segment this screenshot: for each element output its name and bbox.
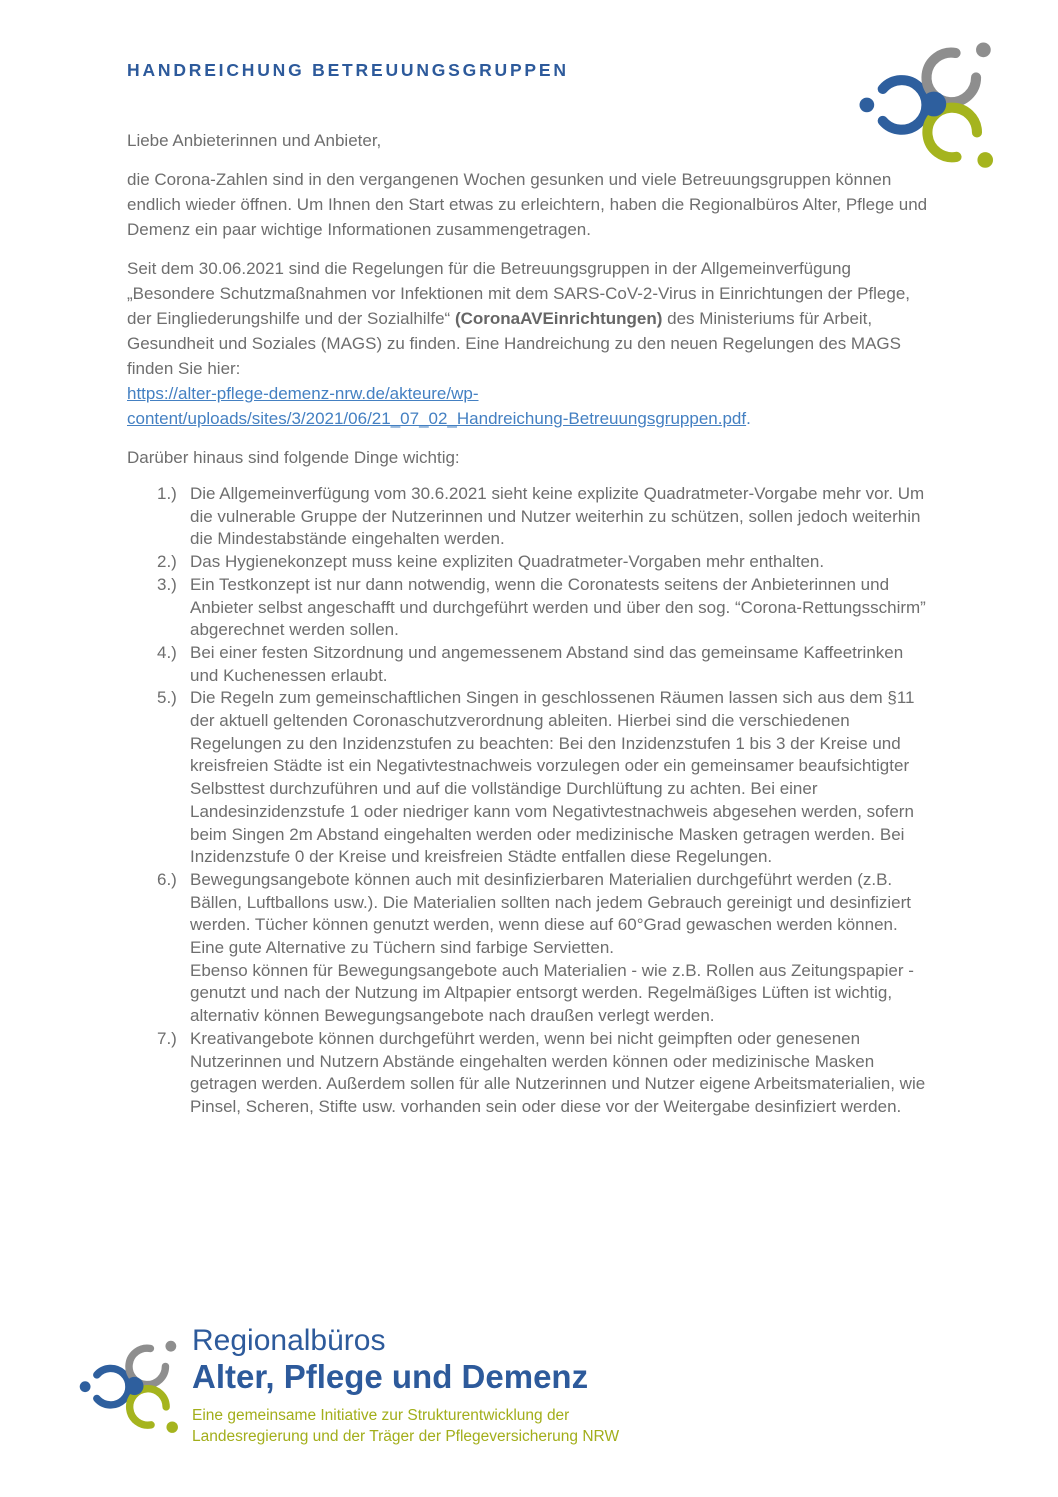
apd-pinwheel-logo-footer-icon [75,1322,183,1450]
footer-brand-alter-pflege-demenz: Alter, Pflege und Demenz [192,1358,589,1395]
numbered-list [127,483,933,1119]
footer-tagline [192,1405,619,1447]
corona-av-bold-term: (CoronaAVEinrichtungen) [454,309,663,328]
list-item-number: 7.) [157,1028,177,1048]
link-line-2[interactable]: content/uploads/sites/3/2021/06/21_07_02_Handreichung-Betreuungsgruppen.pdf [127,409,747,428]
intro-paragraph: die Corona-Zahlen sind in den vergangenen Wochen gesunken und viele Betreuungsgruppen können endlich wieder öffnen. Um Ihnen den Start etwas zu erleichtern, haben die Regionalbüros Alter, Pflege und Demenz ein paar wichtige Informationen zusammengetragen. [127,170,928,239]
list-item-number: 6.) [157,869,177,889]
list-item-text: Die Allgemeinverfügung vom 30.6.2021 sieht keine explizite Quadratmeter-Vorgabe mehr vor. Um die vulnerable Gruppe der Nutzerinnen und Nutzer weiterhin zu schützen, sollen jedoch weiterhin die Mindestabstände eingehalten werden. [190,484,925,549]
list-item-number: 1.) [157,484,177,503]
greeting-line: Liebe Anbieterinnen und Anbieter, [127,131,382,150]
list-item-number: 2.) [157,552,177,572]
handreichung-pdf-link[interactable] [127,384,746,428]
page-title: HANDREICHUNG BETREUUNGSGRUPPEN [127,60,569,80]
list-item-3 [127,574,933,642]
list-item-7 [127,1028,933,1119]
link-line-1[interactable]: https://alter-pflege-demenz-nrw.de/akteure/wp- [127,384,479,403]
list-item-6 [127,869,933,1028]
footer-tagline-line-2: Landesregierung und der Träger der Pflegeversicherung NRW [192,1428,620,1445]
list-item-number: 4.) [157,642,177,662]
list-item-1 [127,483,933,551]
list-intro-line: Darüber hinaus sind folgende Dinge wichtig: [127,448,460,467]
list-item-text: Bewegungsangebote können auch mit desinfizierbaren Materialien durchgeführt werden (z.B. Bällen, Luftballons usw.). Die Materialien sollten nach jedem Gebrauch gereinigt und desinfiziert werden. Tücher können genutzt werden, wenn diese auf 60°Grad gewaschen werden können. Eine gute Alternative zu Tüchern sind farbige Servietten. [190,869,912,958]
list-item-5 [127,687,933,869]
list-item-4 [127,642,933,687]
document-content [127,58,933,1119]
footer-brand-regionalbueros: Regionalbüros [192,1324,386,1357]
list-item-number: 3.) [157,574,177,594]
list-item-text-continuation: Ebenso können für Bewegungsangebote auch Materialien - wie z.B. Rollen aus Zeitungspapier - genutzt und nach der Nutzung im Altpapier entsorgt werden. Regelmäßiges Lüften ist wichtig, alternativ können Bewegungsangebote nach draußen verlegt werden. [190,960,914,1026]
list-item-text: Kreativangebote können durchgeführt werden, wenn bei nicht geimpften oder genesenen Nutzerinnen und Nutzern Abstände eingehalten werden können oder medizinische Masken getragen werden. Außerdem sollen für alle Nutzerinnen und Nutzer eigene Arbeitsmaterialien, wie Pinsel, Scheren, Stifte usw. vorhanden sein oder diese vor der Weitergabe desinfiziert werden. [190,1028,926,1116]
footer-brand-block [75,1322,619,1450]
list-item-text: Bei einer festen Sitzordnung und angemessenem Abstand sind das gemeinsame Kaffeetrinken und Kuchenessen erlaubt. [190,642,904,685]
link-period: . [746,409,751,428]
list-item-text: Das Hygienekonzept muss keine expliziten Quadratmeter-Vorgaben mehr enthalten. [190,552,825,572]
list-item-text: Ein Testkonzept ist nur dann notwendig, wenn die Coronatests seitens der Anbieterinnen und Anbieter selbst angeschafft und durchgeführt werden und über den sog. “Corona-Rettungsschirm” abgerechnet werden sollen. [190,574,926,640]
regulations-text-after: des Ministeriums für Arbeit, Gesundheit und Soziales (MAGS) zu finden. Eine Handreichung zu den neuen Regelungen des MAGS finden Sie hier: [127,309,901,378]
footer-text-block [192,1322,619,1447]
footer-tagline-line-1: Eine gemeinsame Initiative zur Strukturentwicklung der [192,1407,570,1424]
regulations-text-before: Seit dem 30.06.2021 sind die Regelungen für die Betreuungsgruppen in der Allgemeinverfügung „Besondere Schutzmaßnahmen vor Infektionen mit dem SARS-CoV-2-Virus in Einrichtungen der Pflege, der Eingliederungshilfe und der Sozialhilfe“ [127,259,911,328]
regulations-paragraph [127,256,933,431]
list-item-number: 5.) [157,688,177,708]
list-item-2 [127,551,933,574]
list-item-text: Die Regeln zum gemeinschaftlichen Singen in geschlossenen Räumen lassen sich aus dem §11 der aktuell geltenden Coronaschutzverordnung ableiten. Hierbei sind die verschiedenen Regelungen zu den Inzidenzstufen zu beachten: Bei den Inzidenzstufen 1 bis 3 der Kreise und kreisfreien Städte ist ein Negativtestnachweis vorzulegen oder ein gemeinsamer beaufsichtigter Selbsttest durchzuführen und auf die vollständige Durchlüftung zu achten. Bei einer Landesinzidenzstufe 1 oder niedriger kann vom Negativtestnachweis abgesehen werden, sofern beim Singen 2m Abstand eingehalten werden oder medizinische Masken getragen werden. Bei Inzidenzstufe 0 der Kreise und kreisfreien Städte entfallen diese Regelungen. [190,688,915,867]
